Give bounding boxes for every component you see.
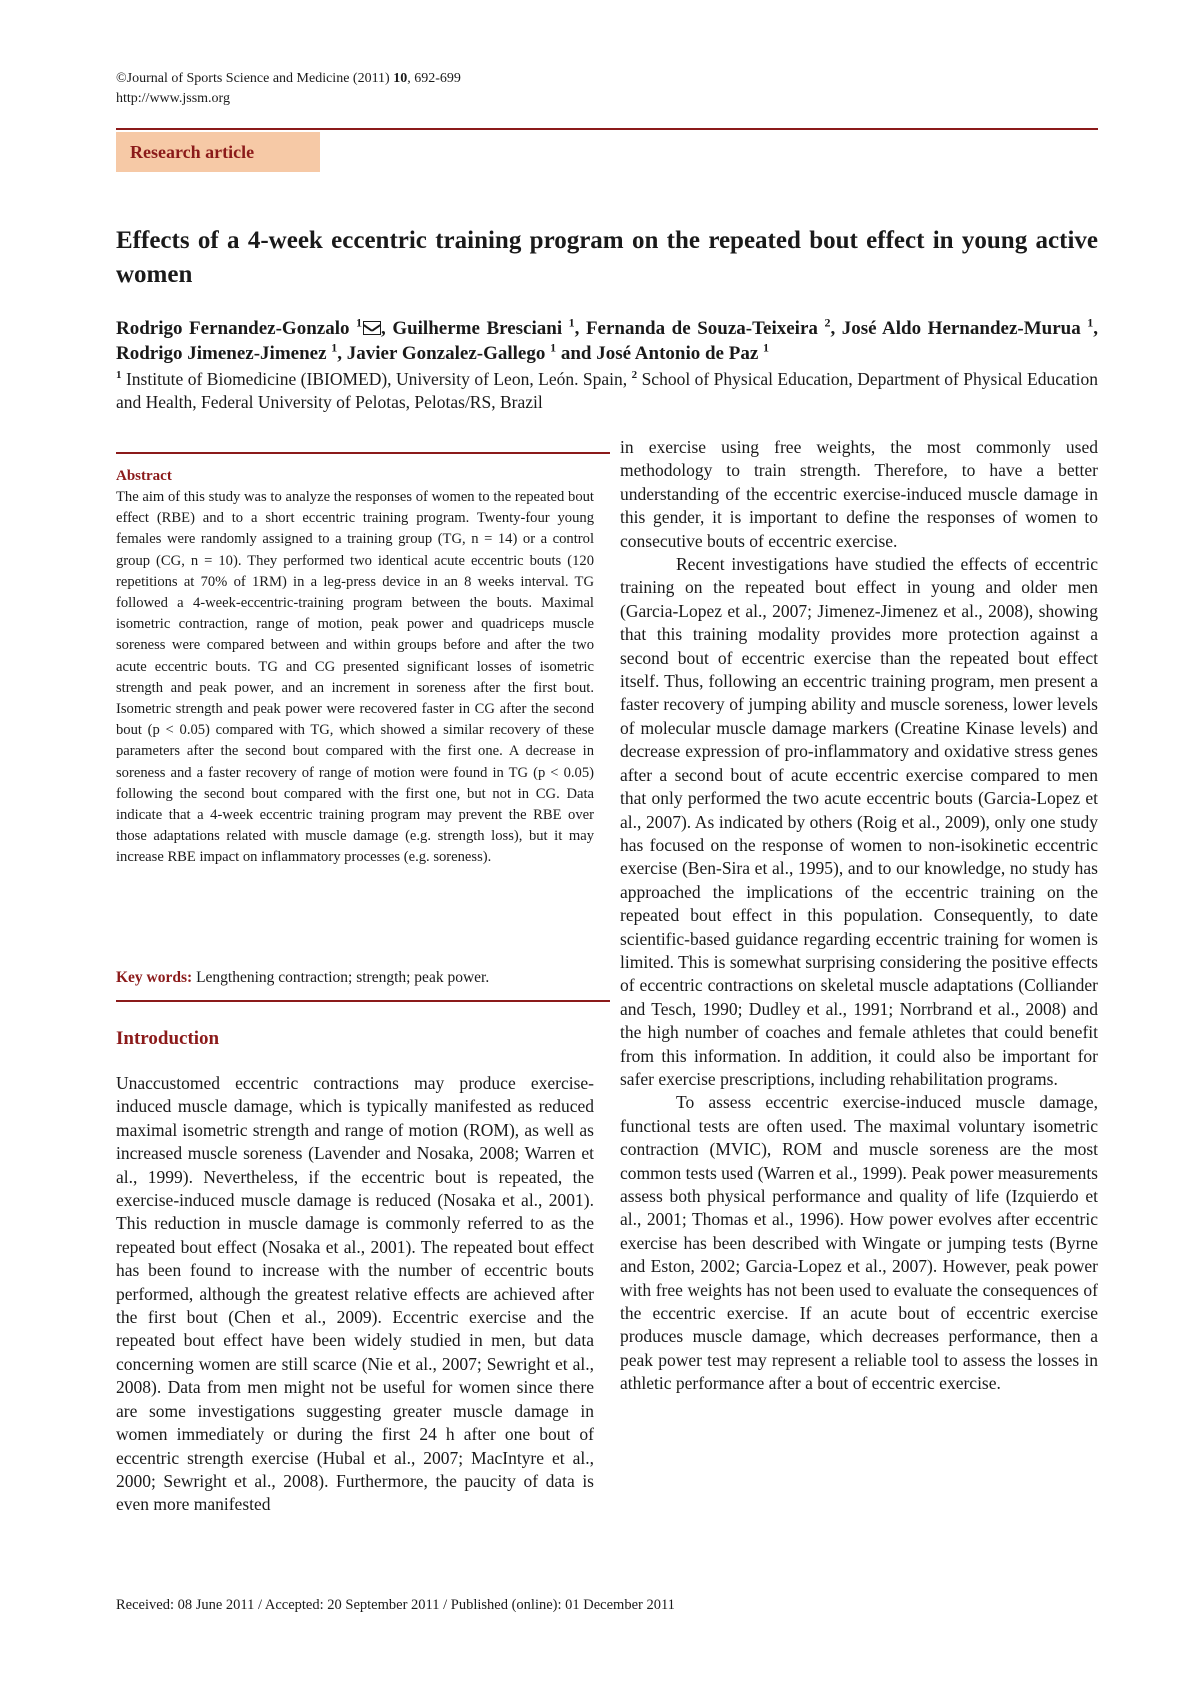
keywords-text: Lengthening contraction; strength; peak power. xyxy=(192,969,490,986)
affiliation-list xyxy=(116,368,1098,414)
top-divider xyxy=(116,128,1098,130)
author-name: Rodrigo Jimenez-Jimenez xyxy=(116,343,332,364)
keywords-label: Key words: xyxy=(116,969,193,986)
abstract-bottom-divider xyxy=(116,1000,610,1002)
author-affil: 1 xyxy=(356,315,363,330)
author-separator: , xyxy=(337,343,347,364)
introduction-right-column xyxy=(620,436,1098,1396)
author-3 xyxy=(585,315,842,339)
author-7 xyxy=(596,340,770,364)
author-separator: and xyxy=(556,343,597,364)
author-2 xyxy=(392,315,586,339)
affiliation-text: School of Physical Education, Department of Physical Education and Health, Federal University of Pelotas, Pelotas/RS, Brazil xyxy=(116,369,1098,412)
journal-volume: 10 xyxy=(393,71,408,86)
author-6 xyxy=(346,340,597,364)
publication-dates: Received: 08 June 2011 / Accepted: 20 September 2011 / Published (online): 01 December 2011 xyxy=(116,1597,675,1613)
journal-url[interactable]: http://www.jssm.org xyxy=(116,91,230,106)
author-separator: , xyxy=(381,318,393,339)
abstract-top-divider xyxy=(116,452,610,454)
author-affil: 1 xyxy=(568,315,575,330)
keywords xyxy=(116,968,594,988)
author-affil: 2 xyxy=(824,315,831,330)
affiliation-text: Institute of Biomedicine (IBIOMED), University of Leon, León. Spain, xyxy=(121,369,632,389)
author-name: Rodrigo Fernandez-Gonzalo xyxy=(116,318,357,339)
author-affil: 1 xyxy=(550,340,557,355)
author-affil: 1 xyxy=(763,340,770,355)
affiliation-number: 2 xyxy=(631,369,638,382)
journal-pages: , 692-699 xyxy=(407,71,461,86)
author-separator: , xyxy=(574,318,586,339)
author-list xyxy=(116,316,1098,366)
author-affil: 1 xyxy=(1087,315,1094,330)
journal-name: ©Journal of Sports Science and Medicine (2011) xyxy=(116,71,394,86)
author-separator: , xyxy=(1093,318,1098,339)
author-4 xyxy=(841,315,1098,339)
article-type-label: Research article xyxy=(116,132,320,172)
paragraph: in exercise using free weights, the most commonly used methodology to train strength. Therefore, to have a better understanding of the eccentric exercise-induced muscle damage in this gender, it is important to define the responses of women to consecutive bouts of eccentric exercise. xyxy=(620,437,1098,551)
paragraph: Recent investigations have studied the effects of eccentric training on the repeated bout effect in young and older men (Garcia-Lopez et al., 2007; Jimenez-Jimenez et al., 2008), showing that this training modality provides more protection against a second bout of eccentric exercise than the repeated bout effect itself. Thus, following an eccentric training program, men present a faster recovery of jumping ability and muscle soreness, lower levels of molecular muscle damage markers (Creatine Kinase levels) and decrease expression of pro-inflammatory and oxidative stress genes after a second bout of acute eccentric exercise compared to men that only performed the two acute eccentric bouts (Garcia-Lopez et al., 2007). As indicated by others (Roig et al., 2009), only one study has focused on the response of women to non-isokinetic eccentric exercise (Ben-Sira et al., 1995), and to our knowledge, no study has approached the implications of the eccentric training on the repeated bout effect in this population. Consequently, to date scientific-based guidance regarding eccentric training for women is limited. This is somewhat surprising considering the positive effects of eccentric contractions on skeletal muscle adaptations (Colliander and Tesch, 1990; Dudley et al., 1991; Norrbrand et al., 2008) and the high number of coaches and female athletes that could benefit from this information. In addition, it could also be important for safer exercise prescriptions, including rehabilitation programs. xyxy=(620,554,1098,1089)
author-name: Fernanda de Souza-Teixeira xyxy=(585,318,825,339)
abstract-body: The aim of this study was to analyze the responses of women to the repeated bout effect (RBE) and to a short eccentric training program. Twenty-four young females were randomly assigned to a training group (TG, n = 14) or a control group (CG, n = 10). They performed two identical acute eccentric bouts (120 repetitions at 70% of 1RM) in a leg-press device in an 8 weeks interval. TG followed a 4-week-eccentric-training program between the bouts. Maximal isometric contraction, range of motion, peak power and quadriceps muscle soreness were compared between and within groups before and after the two acute eccentric bouts. TG and CG presented significant losses of isometric strength and peak power, and an increment in soreness after the first bout. Isometric strength and peak power were recovered faster in CG after the second bout (p < 0.05) compared with TG, which showed a similar recovery of these parameters after the second bout compared with the first one. A decrease in soreness and a faster recovery of range of motion were found in TG (p < 0.05) following the second bout compared with the first one, but not in CG. Data indicate that a 4-week eccentric training program may prevent the RBE over those adaptations related with muscle damage (e.g. strength loss), but it may increase RBE impact on inflammatory processes (e.g. soreness). xyxy=(116,489,594,866)
author-name: Guilherme Bresciani xyxy=(392,318,569,339)
author-name: Javier Gonzalez-Gallego xyxy=(346,343,551,364)
introduction-left-column: Unaccustomed eccentric contractions may produce exercise-induced muscle damage, which is typically manifested as reduced maximal isometric strength and range of motion (ROM), as well as increased muscle soreness (Lavender and Nosaka, 2008; Warren et al., 1999). Nevertheless, if the eccentric bout is repeated, the exercise-induced muscle damage is reduced (Nosaka et al., 2001). This reduction in muscle damage is commonly referred to as the repeated bout effect (Nosaka et al., 2001). The repeated bout effect has been found to increase with the number of eccentric bouts performed, although the greatest relative effects are achieved after the first bout (Chen et al., 2009). Eccentric exercise and the repeated bout effect have been widely studied in men, but data concerning women are still scarce (Nie et al., 2007; Sewright et al., 2008). Data from men might not be useful for women since there are some investigations suggesting greater muscle damage in women immediately or during the first 24 h after one bout of eccentric strength exercise (Hubal et al., 2007; MacIntyre et al., 2000; Sewright et al., 2008). Furthermore, the paucity of data is even more manifested xyxy=(116,1073,594,1515)
author-1 xyxy=(116,315,393,339)
author-name: José Antonio de Paz xyxy=(596,343,764,364)
author-affil: 1 xyxy=(331,340,338,355)
introduction-heading: Introduction xyxy=(116,1028,220,1049)
paragraph: To assess eccentric exercise-induced muscle damage, functional tests are often used. The maximal voluntary isometric contraction (MVIC), ROM and muscle soreness are the most common tests used (Warren et al., 1999). Peak power measurements assess both physical performance and quality of life (Izquierdo et al., 2001; Thomas et al., 1996). How power evolves after eccentric exercise has been described with Wingate or jumping tests (Byrne and Eston, 2002; Garcia-Lopez et al., 2007). However, peak power with free weights has not been used to evaluate the consequences of the eccentric exercise. If an acute bout of eccentric exercise produces muscle damage, which decreases performance, then a peak power test may represent a reliable tool to assess the losses in athletic performance after a bout of eccentric exercise. xyxy=(620,1092,1098,1394)
journal-citation xyxy=(116,70,461,88)
author-name: José Aldo Hernandez-Murua xyxy=(841,318,1088,339)
author-5 xyxy=(116,340,347,364)
affiliation-number: 1 xyxy=(116,369,122,382)
envelope-icon[interactable] xyxy=(363,321,381,335)
abstract-heading: Abstract xyxy=(116,468,172,484)
article-title: Effects of a 4-week eccentric training program on the repeated bout effect in young active women xyxy=(116,227,1098,288)
author-separator: , xyxy=(830,318,842,339)
